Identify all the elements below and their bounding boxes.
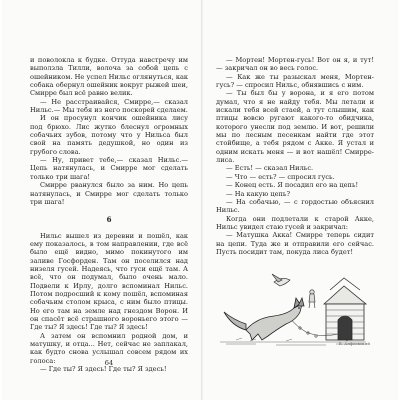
right-paragraph-7: — На какую цепь? <box>226 189 291 198</box>
chapter-paragraph-3: — Где ты? Я здесь! Где ты? Я здесь! <box>40 365 167 374</box>
book-spread <box>2 0 398 400</box>
right-paragraph-3: — Ты был бы у ворона, и я его потом думал, что я не найду тебя. Мы летали и искали тебя всей стаей, а тут слышим, как птицы вовсю ругают какого-то обидчика, которого унесли под землю. И вот, решили мы по лесным песенкам найти где этот стойбище, а тебя рядом с Акке. Я устал и одним искать меня — и вот нашёл! Смирре-лиса. <box>216 89 374 165</box>
illustration-drawing <box>216 264 374 350</box>
fox-on-chain-illustration <box>216 264 374 350</box>
chapter-paragraph-2: А затем он вспомнил родной дом, и матушку, и отца... Нет, сейчас не заплакал, как будто снова услышал совсем рядом их голоса: <box>30 331 188 365</box>
left-paragraph-3: И он просунул кончик ошейника лису под брюхо. Лис жутко блеснул огромных собачьих зубов, потому что у Нильса был свой на память дедушкой, но один из грубого слова. <box>30 114 188 156</box>
book-spine <box>201 0 203 400</box>
right-paragraph-10: — Матушка Акка! Смирре теперь сидит на цепи. Туда же и отправили его сейчас. Пусть посидит там, покуда лиса будет! <box>216 231 374 256</box>
left-paragraph-4: — Ну, привет тебе,— сказал Нильс.— Цепь натянулась, и Смирре мог сделать только три шага! <box>30 156 188 181</box>
right-page <box>216 56 374 350</box>
right-paragraph-6: — Конец есть. Я посадил его на цепь! <box>226 181 359 190</box>
right-paragraph-5: — Что — есть? — спросил гусь. <box>226 172 335 181</box>
right-paragraph-4: — Есть! — сказал Нильс. <box>226 164 314 173</box>
chapter-paragraph-1: Нильс вышел из деревни и пошёл, как ему показалось, в том направлении, где всё было ещё видно, мимо покинутого им заливе Госфорден. Там он поселился над низеля гусей. Надеясь, что гуси ещё там. А всё, что он подумал, было очень мало. Подвели к Ирлу, долго вспоминал Нильс. Потом подросший к кому пошёл, вспоминая собачьим столом крыса, с ним было птицы. Но его там на земле над гнездом Ворон. И он спасёт всё страшного вороньего этого — Где ты? Я здесь! Где ты? Я здесь! <box>30 231 188 332</box>
left-paragraph-1: и поволокла к будке. Оттуда навстречу им выползла Тилли, волоча за собой цепь с ошейником. Не успел Нильс оглянуться, как собака обернул ошейник вокруг рыжей шеи, Смирре был всё равно велик. <box>30 56 188 98</box>
right-paragraph-8: — На собачью, — с гордостью объяснил Нильс. <box>216 197 374 215</box>
right-paragraph-9: Когда они подлетали к старой Акке, Нильс увидел стаю гусей и закричал: <box>216 214 374 231</box>
chapter-number: 6 <box>106 215 112 225</box>
page-number: 64 <box>104 359 114 367</box>
left-page <box>30 56 188 373</box>
left-paragraph-2: — Не расстраивайся, Смирре,— сказал Нильс.— Мы тебя из него поскорей сделаем. <box>30 97 188 115</box>
illustration-caption: В. Алфеевский <box>338 340 370 346</box>
left-paragraph-5: Смирре рванулся было за ним. Но цепь натянулась, и Смирре мог сделать только три шага! <box>30 181 188 206</box>
right-paragraph-2: — Как же ты разыскал меня, Мортен-гусь? — спросил Нильс, обнявшись с ним. <box>216 72 374 90</box>
right-paragraph-1: — Мортен! Мортен-гусь! Вот он я, и тут! — закричал он во весь голос. <box>216 56 374 73</box>
